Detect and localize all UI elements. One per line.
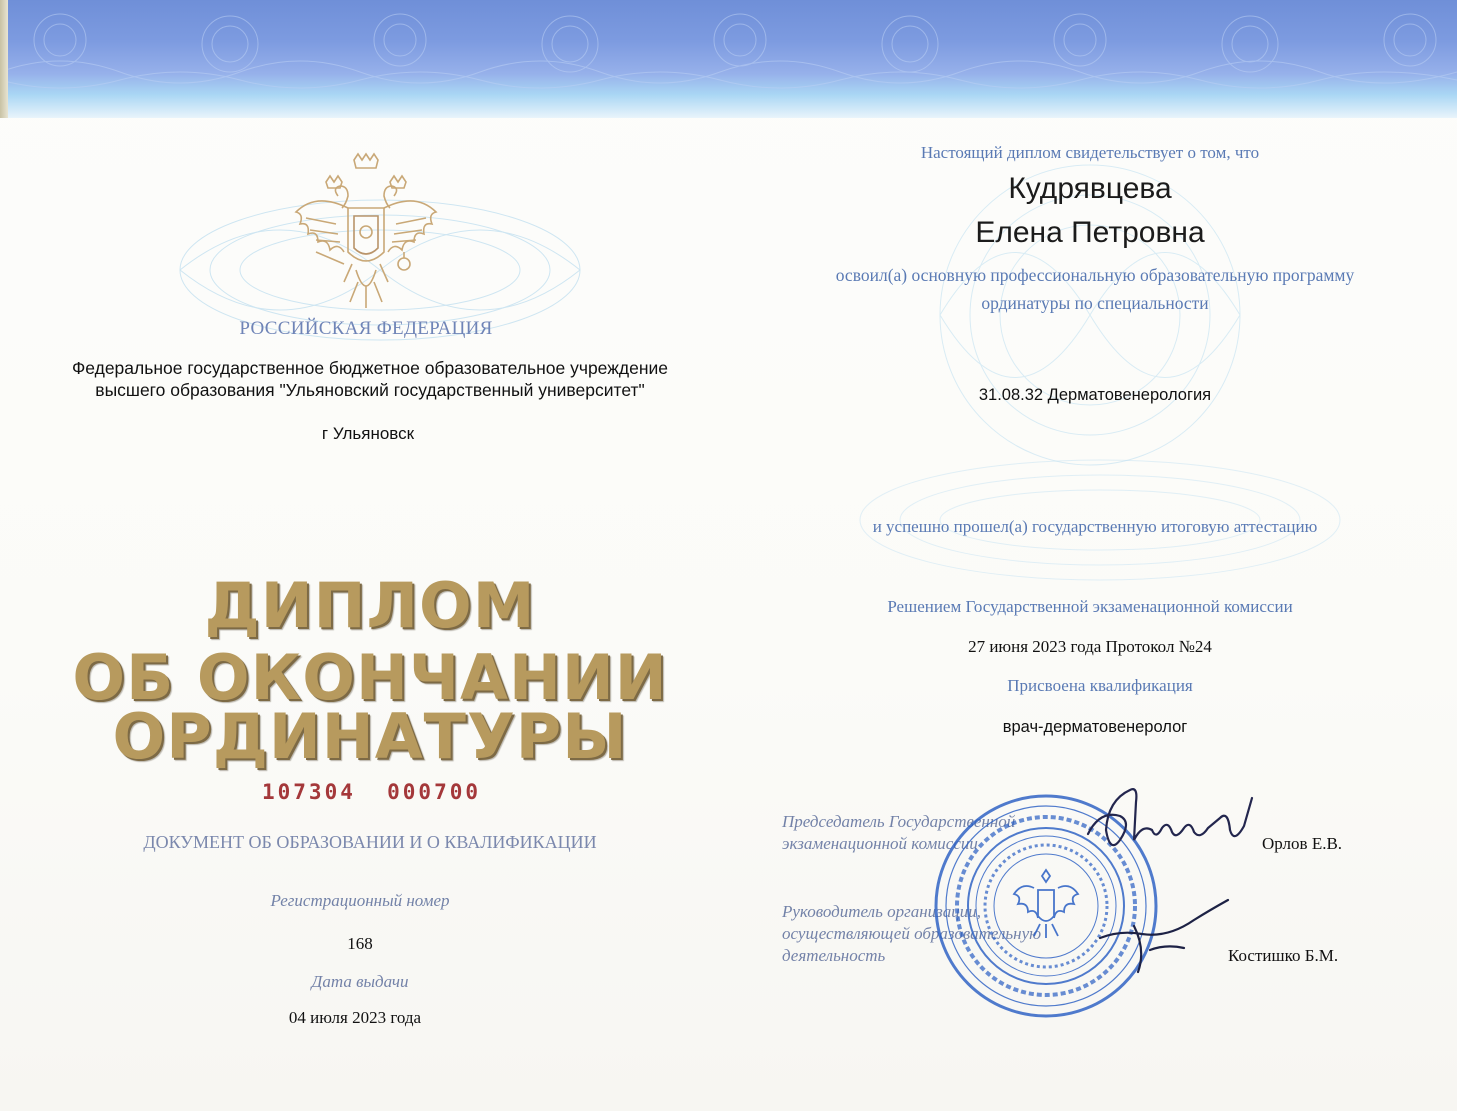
head-title-line-2: осуществляющей образовательную [782,924,1042,943]
chair-title-line-2: экзаменационной комиссии [782,834,978,853]
coat-of-arms-icon [286,152,446,322]
chair-signature-icon [1080,770,1270,870]
registration-label: Регистрационный номер [270,891,450,910]
title-line-2: ОБ ОКОНЧАНИИ [72,641,668,714]
city: г Ульяновск [321,424,415,443]
security-band [0,0,1457,118]
title-line-1: ДИПЛОМ [204,569,536,642]
qualification-label: Присвоена квалификация [1007,676,1193,695]
program-line-2: ординатуры по специальности [981,293,1209,313]
registration-number: 168 [347,934,373,953]
document-type: ДОКУМЕНТ ОБ ОБРАЗОВАНИИ И О КВАЛИФИКАЦИИ [143,832,597,852]
head-name: Костишко Б.М. [1228,946,1339,965]
issue-date: 04 июля 2023 года [288,1008,422,1027]
band-edge [0,0,8,118]
issue-date-label: Дата выдачи [311,972,409,991]
head-title-line-1: Руководитель организации, [782,902,982,921]
head-signature-icon [1090,890,1250,980]
head-title-line-3: деятельность [782,946,886,965]
institution-line-2: высшего образования "Ульяновский государственный университет" [95,380,645,400]
qualification: врач-дерматовенеролог [1002,718,1188,736]
graduate-surname: Кудрявцева [1008,172,1172,205]
certifies-text: Настоящий диплом свидетельствует о том, что [920,143,1260,162]
specialty: 31.08.32 Дерматовенерология [978,386,1212,404]
institution-line-1: Федеральное государственное бюджетное образовательное учреждение [71,358,669,378]
country-name: РОССИЙСКАЯ ФЕДЕРАЦИЯ [239,318,493,339]
title-line-3: ОРДИНАТУРЫ [112,700,628,773]
graduate-given-names: Елена Петровна [975,216,1205,249]
chair-title-line-1: Председатель Государственной [782,812,1016,831]
chair-name: Орлов Е.В. [1262,834,1343,853]
serial-number: 107304 000700 [262,780,482,804]
program-line-1: освоил(а) основную профессиональную образовательную программу [835,265,1355,285]
attestation-text: и успешно прошел(а) государственную итоговую аттестацию [872,517,1318,536]
protocol: 27 июня 2023 года Протокол №24 [968,637,1212,656]
band-pattern [0,0,1457,118]
commission-decision: Решением Государственной экзаменационной комиссии [887,597,1293,616]
